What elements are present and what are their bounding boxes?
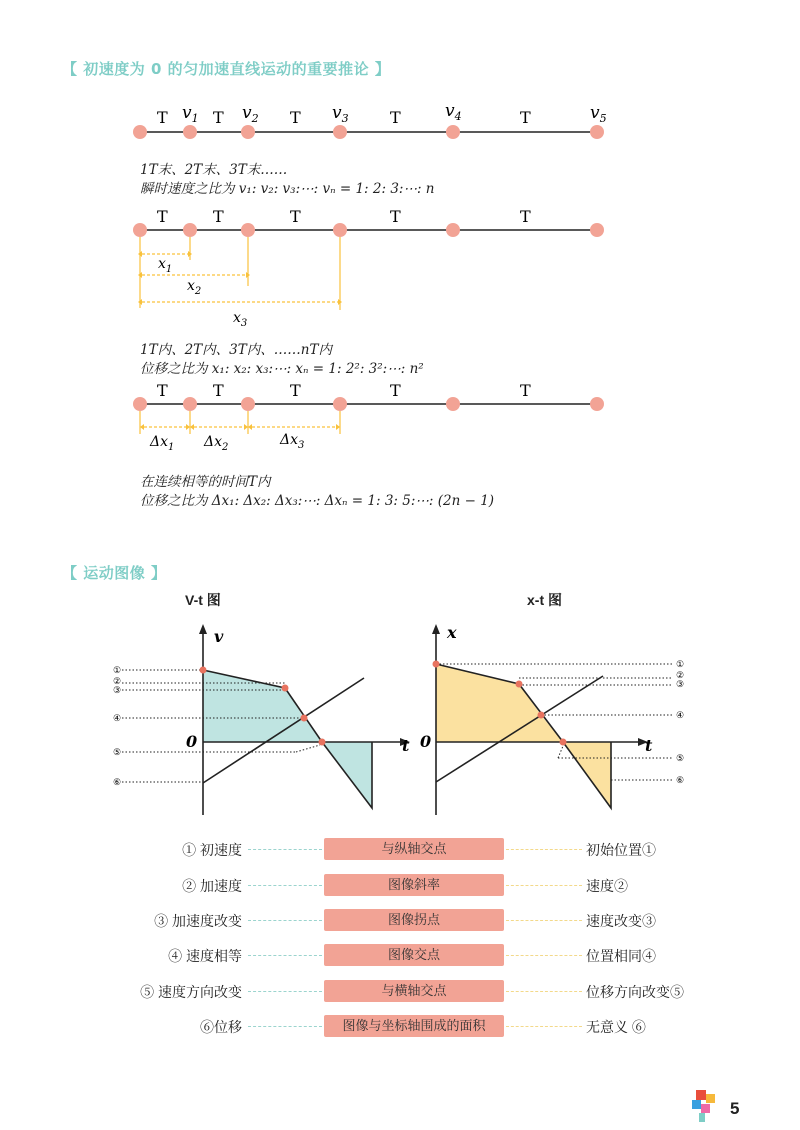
point-2 (241, 397, 255, 411)
v4-label: $v_4$ (445, 101, 462, 123)
legend-row (0, 944, 800, 968)
v3-label: $v_3$ (332, 103, 349, 125)
brand-logo-icon (690, 1088, 720, 1124)
legend-right: 无意义 ⑥ (586, 1019, 646, 1035)
note1-line2: 瞬时速度之比为 v₁: v₂: v₃:⋯: vₙ = 1: 2: 3:⋯: n (140, 181, 435, 197)
displacement-diagram (120, 198, 620, 326)
point-1 (183, 125, 197, 139)
page-number: 5 (730, 1099, 740, 1118)
point-0 (133, 223, 147, 237)
v1-label: $v_1$ (182, 103, 199, 125)
point-1 (183, 397, 197, 411)
x3-label: $x_3$ (233, 310, 248, 326)
point-3 (333, 125, 347, 139)
segment-label: T (290, 108, 301, 127)
segment-label: T (390, 108, 401, 127)
xt-origin: 0 (420, 732, 432, 751)
segment-label: T (157, 381, 168, 400)
dx2-label: $\Delta x_2$ (204, 434, 229, 453)
legend-center: 图像斜率 (324, 874, 504, 896)
segment-label: T (290, 381, 301, 400)
segment-label: T (213, 207, 224, 226)
point-5 (590, 397, 604, 411)
xt-chart-title: x-t 图 (527, 592, 562, 608)
segment-label: T (390, 381, 401, 400)
segment-label: T (520, 381, 531, 400)
vt-marker: ④ (113, 714, 122, 724)
segment-label: T (290, 207, 301, 226)
legend-center: 图像与坐标轴围成的面积 (324, 1015, 504, 1037)
point-2 (241, 125, 255, 139)
segment-label: T (213, 381, 224, 400)
legend-left: ② 加速度 (182, 878, 242, 894)
point-4 (446, 223, 460, 237)
xt-marker: ① (676, 660, 685, 670)
note3-line1: 在连续相等的时间T内 (140, 474, 271, 490)
legend-left: ⑥位移 (200, 1019, 242, 1035)
point-0 (133, 125, 147, 139)
v5-label: $v_5$ (590, 103, 607, 125)
note1-line1: 1T末、2T末、3T末…… (140, 162, 288, 178)
xt-marker: ② (676, 671, 685, 681)
point-1 (183, 223, 197, 237)
note2-line2: 位移之比为 x₁: x₂: x₃:⋯: xₙ = 1: 2²: 3²:⋯: n² (140, 361, 424, 377)
point-3 (333, 223, 347, 237)
xt-chart (415, 620, 695, 820)
dx1-label: $\Delta x_1$ (150, 434, 175, 453)
point-3 (333, 397, 347, 411)
xt-marker: ③ (676, 680, 685, 690)
xt-fill-upper (436, 664, 563, 742)
legend-row (0, 838, 800, 862)
legend-row (0, 874, 800, 898)
legend-center: 与纵轴交点 (324, 838, 504, 860)
note3-line2: 位移之比为 Δx₁: Δx₂: Δx₃:⋯: Δxₙ = 1: 3: 5:⋯: (2n − 1) (140, 493, 495, 509)
legend-left: ④ 速度相等 (168, 948, 242, 964)
vt-marker: ⑤ (113, 748, 122, 758)
legend-row (0, 980, 800, 1004)
point-5 (590, 125, 604, 139)
vt-y-label: v (214, 627, 224, 646)
velocity-points-diagram (120, 98, 620, 142)
note2-line1: 1T内、2T内、3T内、……nT内 (140, 342, 332, 358)
legend-right: 初始位置① (586, 842, 656, 858)
xt-marker: ⑤ (676, 754, 685, 764)
legend-right: 速度改变③ (586, 913, 656, 929)
point-4 (446, 125, 460, 139)
xt-y-label: x (447, 623, 457, 642)
legend-row (0, 1015, 800, 1039)
legend-center: 与横轴交点 (324, 980, 504, 1002)
section-title-motion-graphs: 【 运动图像 】 (62, 564, 167, 582)
x1-label: $x_1$ (158, 256, 173, 275)
vt-fill-upper (203, 670, 322, 742)
legend-center: 图像交点 (324, 944, 504, 966)
segment-label: T (390, 207, 401, 226)
legend-row (0, 909, 800, 933)
legend-right: 速度② (586, 878, 628, 894)
segment-label: T (520, 207, 531, 226)
legend-left: ③ 加速度改变 (154, 913, 242, 929)
vt-marker: ① (113, 666, 122, 676)
vt-chart (110, 620, 420, 820)
xt-marker: ⑥ (676, 776, 685, 786)
legend-left: ⑤ 速度方向改变 (140, 984, 242, 1000)
xt-marker: ④ (676, 711, 685, 721)
v2-label: $v_2$ (242, 103, 259, 125)
point-5 (590, 223, 604, 237)
legend-right: 位移方向改变⑤ (586, 984, 684, 1000)
legend-left: ① 初速度 (182, 842, 242, 858)
vt-marker: ⑥ (113, 778, 122, 788)
segment-label: T (157, 108, 168, 127)
dx3-label: $\Delta x_3$ (280, 432, 305, 451)
vt-marker: ③ (113, 686, 122, 696)
vt-chart-title: V-t 图 (185, 592, 221, 608)
vt-marker: ② (113, 677, 122, 687)
point-4 (446, 397, 460, 411)
x2-label: $x_2$ (187, 278, 202, 297)
section-title-inferences: 【 初速度为 0 的匀加速直线运动的重要推论 】 (62, 60, 391, 78)
point-0 (133, 397, 147, 411)
legend-center: 图像拐点 (324, 909, 504, 931)
segment-label: T (157, 207, 168, 226)
vt-x-label: t (402, 736, 410, 755)
delta-displacement-diagram (120, 372, 620, 456)
segment-label: T (520, 108, 531, 127)
vt-origin: 0 (186, 732, 198, 751)
segment-label: T (213, 108, 224, 127)
point-2 (241, 223, 255, 237)
xt-x-label: t (645, 736, 653, 755)
legend-right: 位置相同④ (586, 948, 656, 964)
